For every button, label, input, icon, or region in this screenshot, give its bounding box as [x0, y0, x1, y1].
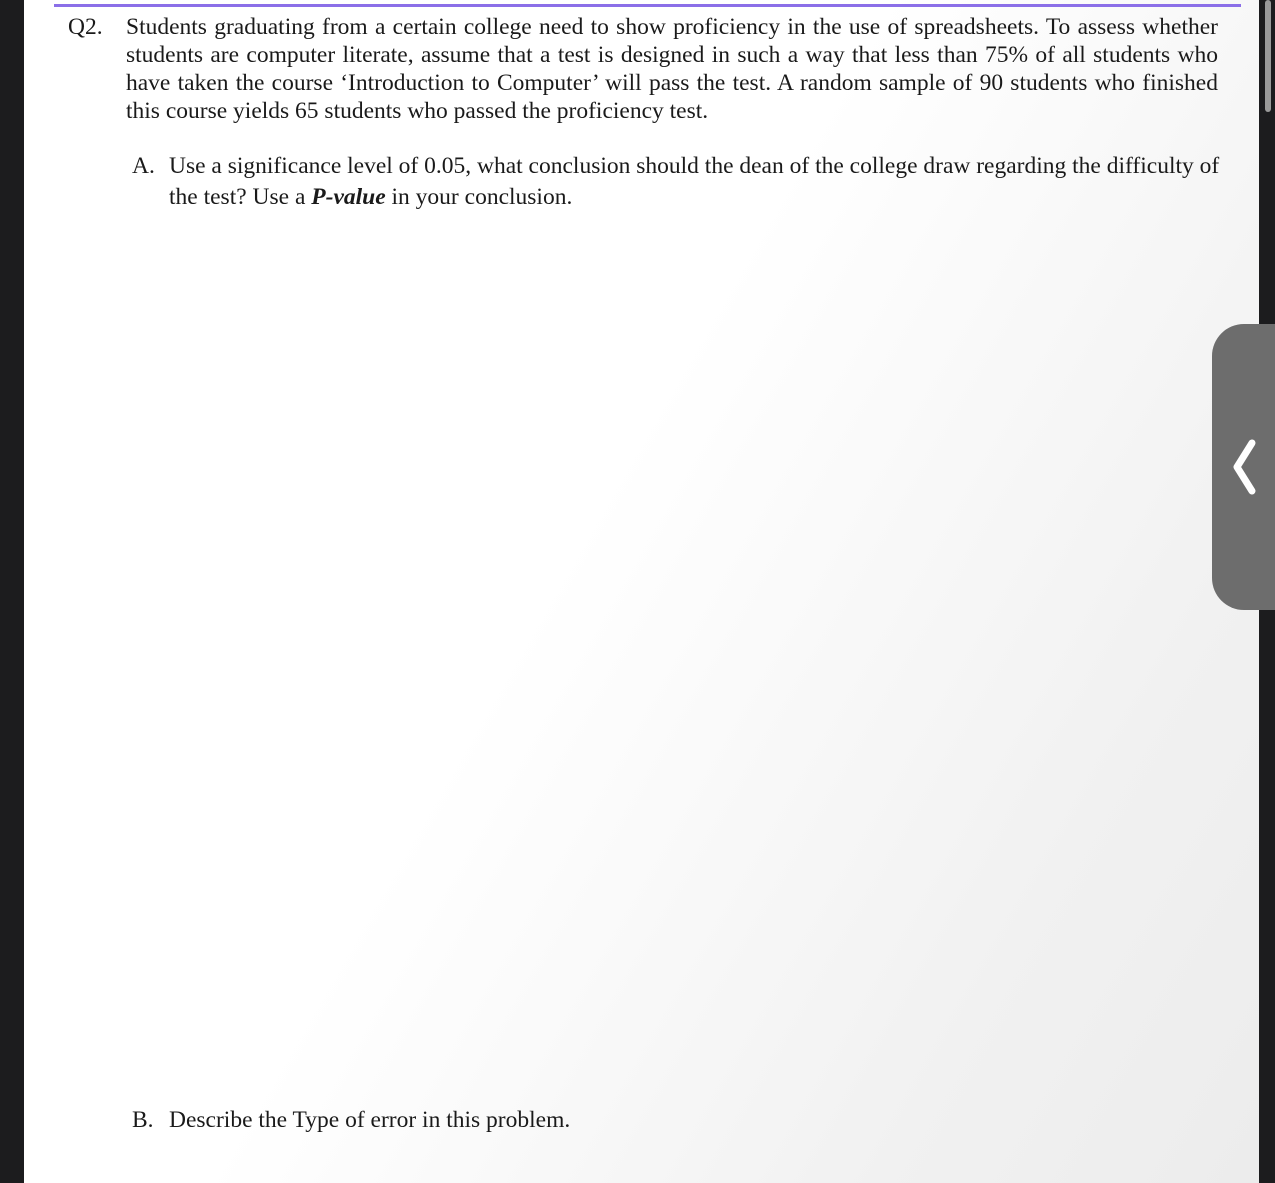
- side-panel-handle[interactable]: [1212, 324, 1275, 610]
- p-value-term: P-value: [311, 184, 386, 210]
- chevron-left-icon: [1230, 437, 1258, 497]
- question-number: Q2.: [68, 14, 103, 40]
- part-b-letter: B.: [132, 1107, 154, 1133]
- document-page: [24, 0, 1259, 1183]
- question-text: Students graduating from a certain college need to show proficiency in the use of spreadsheets. To assess whether students are computer literate, assume that a test is designed in such a way that less than 75% of all students who have taken the course ‘Introduction to Computer’ will pass the test. A random sample of 90 students who finished this course yields 65 students who passed the proficiency test.: [126, 14, 1218, 124]
- part-b-text: Describe the Type of error in this problem.: [169, 1107, 571, 1133]
- part-a-text-after: in your conclusion.: [385, 184, 573, 210]
- part-a-letter: A.: [132, 153, 155, 179]
- part-a-text-before: Use a significance level of 0.05, what conclusion should the dean of the college draw regarding the difficulty of the test? Use a: [169, 153, 1220, 210]
- part-a-text: [169, 151, 1222, 213]
- scroll-indicator[interactable]: [1265, 0, 1271, 112]
- top-divider: [54, 4, 1241, 7]
